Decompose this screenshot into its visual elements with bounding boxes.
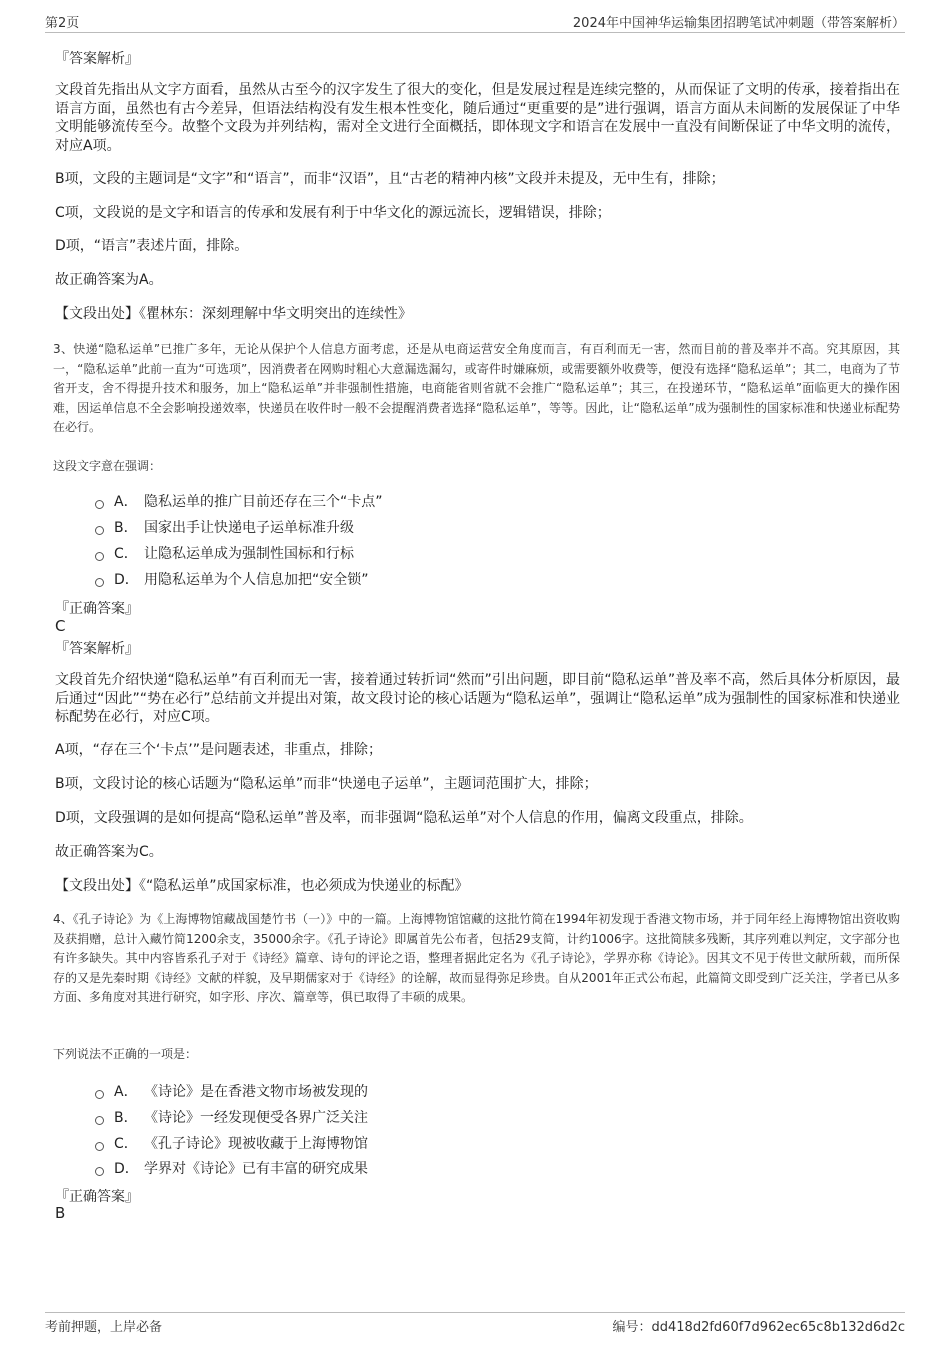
analysis-option-c: C项，文段说的是文字和语言的传承和发展有利于中华文化的源远流长，逻辑错误，排除；: [55, 205, 611, 221]
analysis-label: 『答案解析』: [55, 641, 139, 657]
document-title: 2024年中国神华运输集团招聘笔试冲刺题（带答案解析）: [572, 16, 905, 31]
option-b[interactable]: B． 国家出手让快递电子运单标准升级: [95, 517, 354, 537]
question-prompt: 这段文字意在强调：: [53, 459, 162, 473]
page-number: 第2页: [45, 16, 80, 31]
option-c[interactable]: C． 让隐私运单成为强制性国标和行标: [95, 543, 354, 563]
page-footer: [45, 1312, 905, 1335]
question-prompt: 下列说法不正确的一项是：: [53, 1047, 198, 1061]
analysis-option-b: B项，文段的主题词是“文字”和“语言”，而非“汉语”，且“古老的精神内核”文段并未提及，无中生有，排除；: [55, 171, 725, 187]
conclusion: 故正确答案为C。: [55, 844, 163, 860]
correct-answer-label: 『正确答案』: [55, 601, 139, 617]
radio-icon[interactable]: [95, 526, 104, 535]
radio-icon[interactable]: [95, 552, 104, 561]
option-d[interactable]: D． 用隐私运单为个人信息加把“安全锁”: [95, 569, 369, 589]
analysis-paragraph: 文段首先指出从文字方面看，虽然从古至今的汉字发生了很大的变化，但是发展过程是连续完整的，从而保证了文明的传承，接着指出在语言方面，虽然也有古今差异，但语法结构没有发生根本性变化，随后通过“更重要的是”进行强调，语言方面从未间断的发展保证了中华文明能够流传至今。故整个文段为并列结构，需对全文进行全面概括，即体现文字和语言在发展中一直没有间断保证了中华文明的流传，对应A项。: [55, 82, 900, 154]
page-header: [45, 12, 905, 33]
radio-icon[interactable]: [95, 1167, 104, 1176]
analysis-label: 『答案解析』: [55, 51, 139, 67]
analysis-paragraph: 文段首先介绍快递“隐私运单”有百利而无一害，接着通过转折词“然而”引出问题，即目前“隐私运单”普及率不高，然后具体分析原因，最后通过“因此”“势在必行”总结前文并提出对策，故文段讨论的核心话题为“隐私运单”，强调让“隐私运单”成为强制性的国家标准和快递业标配势在必行，对应C项。: [55, 672, 900, 725]
analysis-option-d: D项，“语言”表述片面，排除。: [55, 238, 249, 254]
radio-icon[interactable]: [95, 1116, 104, 1125]
analysis-option-b: B项，文段讨论的核心话题为“隐私运单”而非“快递电子运单”，主题词范围扩大，排除；: [55, 776, 598, 792]
radio-icon[interactable]: [95, 1090, 104, 1099]
footer-slogan: 考前押题，上岸必备: [45, 1320, 163, 1335]
correct-answer: C: [55, 617, 66, 635]
conclusion: 故正确答案为A。: [55, 272, 163, 288]
radio-icon[interactable]: [95, 578, 104, 587]
correct-answer-label: 『正确答案』: [55, 1189, 139, 1205]
radio-icon[interactable]: [95, 1142, 104, 1151]
correct-answer: B: [55, 1204, 66, 1222]
analysis-option-a: A项，“存在三个‘卡点’”是问题表述，非重点，排除；: [55, 742, 382, 758]
question-stem: 4、《孔子诗论》为《上海博物馆藏战国楚竹书（一）》中的一篇。上海博物馆馆藏的这批竹简在1994年初发现于香港文物市场，并于同年经上海博物馆出资收购及获捐赠，总计入藏竹简1200余支，35000余字。《孔子诗论》即属首先公布者，包括29支简，计约1006字。这批简牍多残断，其序列难以判定，文字部分也有许多缺失。其中内容皆系孔子对于《诗经》篇章、诗句的评论之语，整理者据此定名为《孔子诗论》，学界亦称《诗论》。因其文不见于传世文献所载，而所保存的又是先秦时期《诗经》文献的样貌，及早期儒家对于《诗经》的诠解，故而显得弥足珍贵。自从2001年正式公布起，此篇简文即受到广泛关注，学者已从多方面、多角度对其进行研究，如字形、序次、篇章等，俱已取得了丰硕的成果。: [53, 912, 900, 1004]
option-b[interactable]: B． 《诗论》一经发现便受各界广泛关注: [95, 1107, 368, 1127]
source-citation: 【文段出处】《瞿林东：深刻理解中华文明突出的连续性》: [55, 306, 412, 322]
source-citation: 【文段出处】《“隐私运单”成国家标准，也必须成为快递业的标配》: [55, 878, 469, 894]
option-a[interactable]: A． 《诗论》是在香港文物市场被发现的: [95, 1081, 368, 1101]
option-c[interactable]: C． 《孔子诗论》现被收藏于上海博物馆: [95, 1133, 368, 1153]
document-id: 编号：dd418d2fd60f7d962ec65c8b132d6d2c: [612, 1320, 905, 1335]
option-d[interactable]: D． 学界对《诗论》已有丰富的研究成果: [95, 1158, 368, 1178]
question-stem: 3、快递“隐私运单”已推广多年，无论从保护个人信息方面考虑，还是从电商运营安全角度而言，有百利而无一害，然而目前的普及率并不高。究其原因，其一，“隐私运单”此前一直为“可选项”，因消费者在网购时粗心大意漏选漏勾，或寄件时嫌麻烦，或需要额外收费等，便没有选择“隐私运单”；其二，电商为了节省开支，舍不得提升技术和服务，加上“隐私运单”并非强制性措施，电商能省则省就不会推广“隐私运单”；其三，在投递环节，“隐私运单”面临更大的操作困难，因运单信息不全会影响投递效率，快递员在收件时一般不会提醒消费者选择“隐私运单”，等等。因此，让“隐私运单”成为强制性的国家标准和快递业标配势在必行。: [53, 342, 900, 434]
radio-icon[interactable]: [95, 500, 104, 509]
option-a[interactable]: A． 隐私运单的推广目前还存在三个“卡点”: [95, 491, 383, 511]
analysis-option-d: D项，文段强调的是如何提高“隐私运单”普及率，而非强调“隐私运单”对个人信息的作用，偏离文段重点，排除。: [55, 810, 753, 826]
